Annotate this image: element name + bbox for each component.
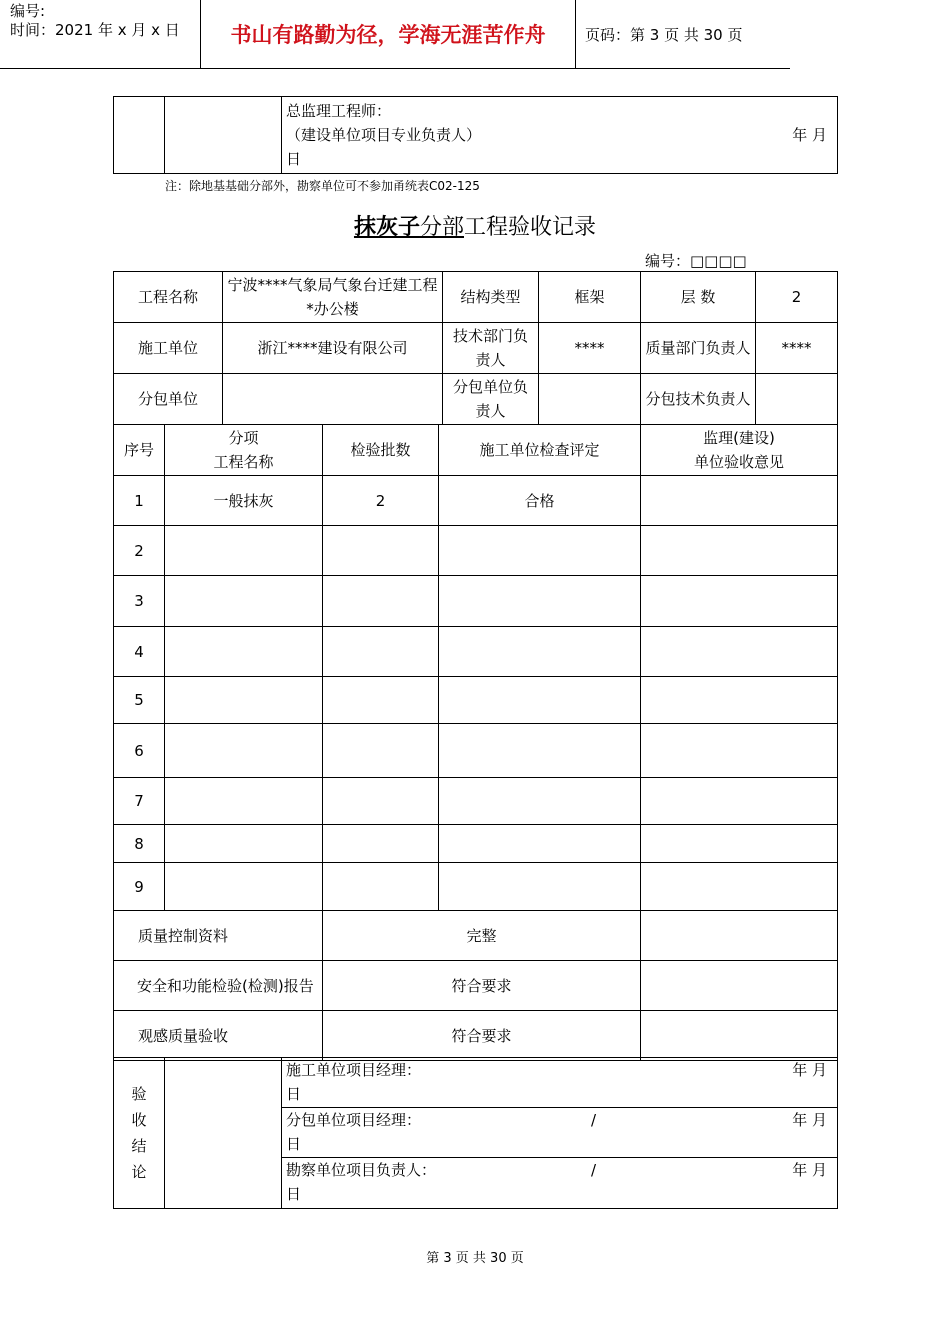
items-header-row [114, 425, 838, 476]
project-info-table [113, 271, 838, 425]
row-opinion [641, 724, 838, 778]
row-batches [323, 677, 439, 724]
summary-row [114, 1011, 838, 1061]
conclusion-label [114, 1058, 165, 1209]
col-item-name [165, 425, 323, 476]
contractor-label: 施工单位 [114, 323, 223, 374]
row-seq: 4 [114, 627, 165, 677]
table-row [114, 778, 838, 825]
summary-row [114, 911, 838, 961]
signer-day: 日 [286, 1085, 302, 1103]
empty-cell [114, 97, 165, 174]
row-batches: 2 [323, 476, 439, 526]
summary-value: 完整 [323, 911, 641, 961]
table-row [114, 825, 838, 863]
row-name [165, 825, 323, 863]
row-eval [439, 825, 641, 863]
floors-label: 层 数 [641, 272, 756, 323]
col-supervisor-opinion [641, 425, 838, 476]
row-batches [323, 627, 439, 677]
code-label: 编号: [10, 2, 46, 20]
col-item-name-line1: 分项 [228, 429, 259, 447]
row-name: 一般抹灰 [165, 476, 323, 526]
row-name [165, 778, 323, 825]
summary-row [114, 961, 838, 1011]
signer-slash: / [591, 1161, 597, 1179]
quality-head-value: **** [756, 323, 838, 374]
row-seq: 1 [114, 476, 165, 526]
quality-head-label: 质量部门负责人 [641, 323, 756, 374]
signer-cell [282, 1108, 838, 1158]
conclusion-char: 收 [131, 1111, 147, 1129]
page-header [0, 0, 790, 69]
conclusion-table [113, 1057, 838, 1209]
header-divider [575, 0, 576, 68]
table-note: 注：除地基基础分部外，勘察单位可不参加甬统表C02-125 [165, 179, 480, 193]
conclusion-char: 验 [131, 1085, 147, 1103]
subcontractor-value [223, 374, 443, 425]
prev-signature-table [113, 96, 838, 174]
row-opinion [641, 825, 838, 863]
row-name [165, 627, 323, 677]
row-opinion [641, 476, 838, 526]
row-eval [439, 677, 641, 724]
row-eval: 合格 [439, 476, 641, 526]
row-eval [439, 576, 641, 627]
col-contractor-eval: 施工单位检查评定 [439, 425, 641, 476]
signer-year-month: 年 月 [792, 1061, 827, 1079]
signer-day: 日 [286, 1185, 302, 1203]
row-eval [439, 627, 641, 677]
sub-tech-label: 分包技术负责人 [641, 374, 756, 425]
page-title [0, 210, 950, 241]
table-row [114, 677, 838, 724]
time-label: 时间：2021 年 x 月 x 日 [10, 21, 180, 39]
row-batches [323, 863, 439, 911]
project-name-label: 工程名称 [114, 272, 223, 323]
sub-head-label: 分包单位负责人 [443, 374, 539, 425]
date-year-month: 年 月 [792, 126, 827, 144]
row-seq: 3 [114, 576, 165, 627]
row-seq: 7 [114, 778, 165, 825]
col-item-name-line2: 工程名称 [213, 453, 274, 471]
table-row [114, 576, 838, 627]
summary-label: 观感质量验收 [114, 1011, 323, 1061]
row-seq: 5 [114, 677, 165, 724]
items-table [113, 424, 838, 1061]
col-supervisor-line2: 单位验收意见 [693, 453, 784, 471]
header-page-info: 页码：第 3 页 共 30 页 [585, 25, 743, 44]
table-row [114, 863, 838, 911]
row-opinion [641, 627, 838, 677]
row-seq: 8 [114, 825, 165, 863]
row-name [165, 724, 323, 778]
signer-title: 施工单位项目经理： [286, 1061, 422, 1079]
structure-label: 结构类型 [443, 272, 539, 323]
col-seq: 序号 [114, 425, 165, 476]
signer-cell [282, 1058, 838, 1108]
summary-value: 符合要求 [323, 1011, 641, 1061]
signer-day: 日 [286, 1135, 302, 1153]
row-eval [439, 724, 641, 778]
row-seq: 6 [114, 724, 165, 778]
summary-label: 质量控制资料 [114, 911, 323, 961]
header-motto: 书山有路勤为径，学海无涯苦作舟 [230, 23, 546, 47]
row-batches [323, 576, 439, 627]
subcontractor-label: 分包单位 [114, 374, 223, 425]
page-footer: 第 3 页 共 30 页 [426, 1251, 524, 1266]
row-opinion [641, 863, 838, 911]
row-opinion [641, 526, 838, 576]
conclusion-char: 论 [131, 1163, 147, 1181]
floors-value: 2 [756, 272, 838, 323]
conclusion-blank [165, 1058, 282, 1209]
signer-cell [282, 1158, 838, 1209]
row-name [165, 677, 323, 724]
empty-cell [165, 97, 282, 174]
row-batches [323, 778, 439, 825]
row-name [165, 576, 323, 627]
summary-opinion [641, 911, 838, 961]
row-batches [323, 724, 439, 778]
row-seq: 2 [114, 526, 165, 576]
row-opinion [641, 778, 838, 825]
table-row [114, 627, 838, 677]
row-batches [323, 825, 439, 863]
header-meta [10, 2, 180, 40]
signer-slash: / [591, 1111, 597, 1129]
summary-opinion [641, 1011, 838, 1061]
sub-head-value [539, 374, 641, 425]
summary-label: 安全和功能检验(检测)报告 [114, 961, 323, 1011]
row-eval [439, 863, 641, 911]
table-row [114, 526, 838, 576]
table-row [114, 476, 838, 526]
conclusion-char: 结 [131, 1137, 147, 1155]
date-day: 日 [286, 150, 302, 168]
signer-year-month: 年 月 [792, 1161, 827, 1179]
row-opinion [641, 576, 838, 627]
record-number: 编号：□□□□ [645, 252, 747, 270]
chief-supervisor-cell [282, 97, 838, 174]
title-subsection: 抹灰子 [353, 215, 420, 240]
summary-opinion [641, 961, 838, 1011]
project-name-value: 宁波****气象局气象台迁建工程*办公楼 [223, 272, 443, 323]
title-rest: 工程验收记录 [464, 215, 597, 240]
row-seq: 9 [114, 863, 165, 911]
col-supervisor-line1: 监理(建设) [703, 429, 775, 447]
row-opinion [641, 677, 838, 724]
row-batches [323, 526, 439, 576]
row-eval [439, 778, 641, 825]
table-row [114, 724, 838, 778]
col-batches: 检验批数 [323, 425, 439, 476]
title-section: 分部 [419, 215, 464, 240]
signer-title: 分包单位项目经理： [286, 1111, 422, 1129]
contractor-value: 浙江****建设有限公司 [223, 323, 443, 374]
signer-title: 勘察单位项目负责人： [286, 1161, 437, 1179]
structure-value: 框架 [539, 272, 641, 323]
chief-supervisor-label: 总监理工程师： [286, 102, 392, 120]
tech-head-value: **** [539, 323, 641, 374]
signer-year-month: 年 月 [792, 1111, 827, 1129]
owner-head-label: （建设单位项目专业负责人） [286, 126, 482, 144]
row-name [165, 863, 323, 911]
summary-value: 符合要求 [323, 961, 641, 1011]
row-eval [439, 526, 641, 576]
row-name [165, 526, 323, 576]
tech-head-label: 技术部门负责人 [443, 323, 539, 374]
sub-tech-value [756, 374, 838, 425]
